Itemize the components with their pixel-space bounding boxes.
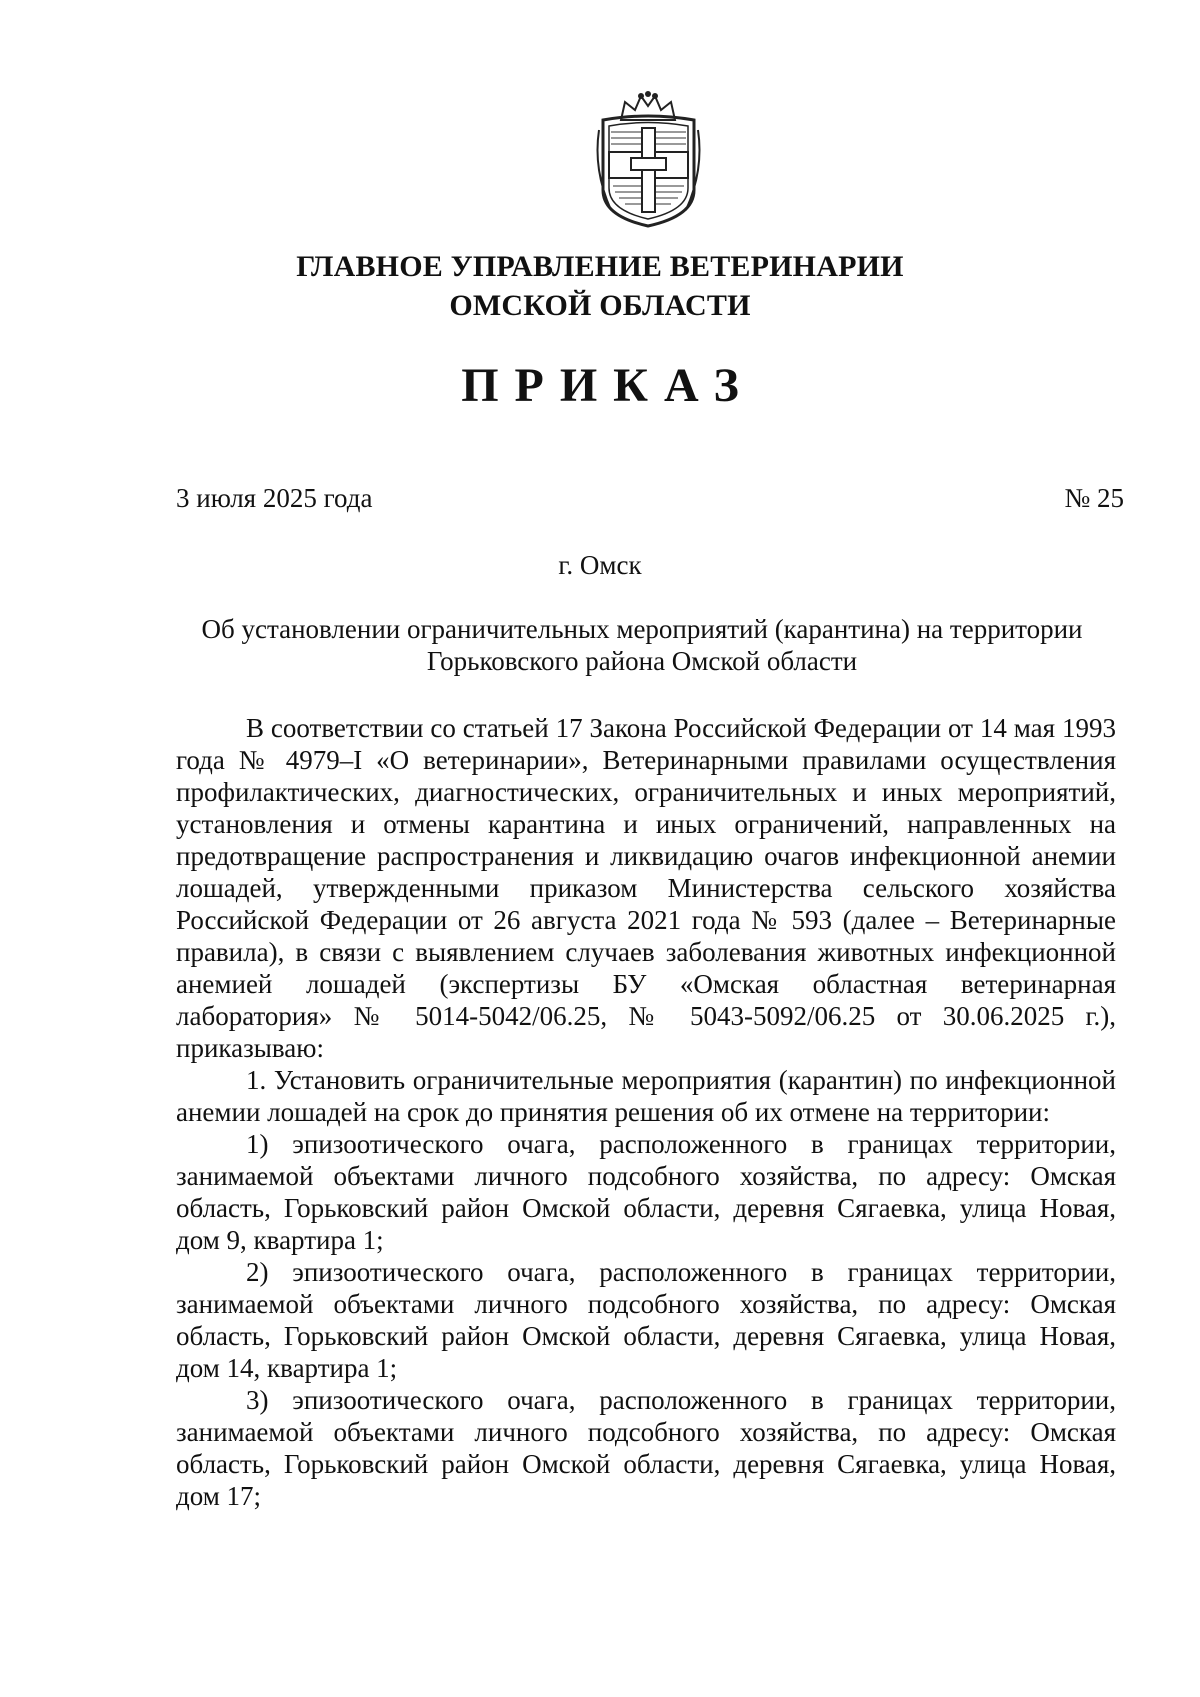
document-title-line-2: Горьковского района Омской области bbox=[426, 646, 858, 676]
preamble-paragraph: В соответствии со статьей 17 Закона Российской Федерации от 14 мая 1993 года № 4979–I «О ветеринарии», Ветеринарными правилами осуществления профилактических, диагностических, ограничительных и иных мероприятий, установления и отмены карантина и иных ограничений, направленных на предотвращение распространения и ликвидацию очагов инфекционной анемии лошадей, утвержденными приказом Министерства сельского хозяйства Российской Федерации от 26 августа 2021 года № 593 (далее – Ветеринарные правила), в связи с выявлением случаев заболевания животных инфекционной анемией лошадей (экспертизы БУ «Омская областная ветеринарная лаборатория» № 5014-5042/06.25, № 5043-5092/06.25 от 30.06.2025 г.), приказываю: bbox=[176, 713, 1116, 1063]
coat-of-arms-emblem bbox=[591, 90, 706, 230]
organization-name-line-1: ГЛАВНОЕ УПРАВЛЕНИЕ ВЕТЕРИНАРИИ bbox=[296, 250, 904, 283]
document-body bbox=[176, 712, 1116, 1512]
list-item: 1) эпизоотического очага, расположенного в границах территории, занимаемой объектами личного подсобного хозяйства, по адресу: Омская область, Горьковский район Омской области, деревня Сягаевка, улица Новая, дом 9, квартира 1; bbox=[176, 1129, 1116, 1255]
organization-name-line-2: ОМСКОЙ ОБЛАСТИ bbox=[449, 289, 751, 322]
document-number: № 25 bbox=[1064, 483, 1124, 513]
document-title-line-1: Об установлении ограничительных мероприятий (карантина) на территории bbox=[201, 614, 1083, 644]
document-date: 3 июля 2025 года bbox=[176, 483, 373, 513]
document-city: г. Омск bbox=[558, 550, 642, 580]
list-item: 2) эпизоотического очага, расположенного в границах территории, занимаемой объектами личного подсобного хозяйства, по адресу: Омская область, Горьковский район Омской области, деревня Сягаевка, улица Новая, дом 14, квартира 1; bbox=[176, 1257, 1116, 1383]
list-item: 3) эпизоотического очага, расположенного в границах территории, занимаемой объектами личного подсобного хозяйства, по адресу: Омская область, Горьковский район Омской области, деревня Сягаевка, улица Новая, дом 17; bbox=[176, 1385, 1116, 1511]
document-type-heading: ПРИКАЗ bbox=[461, 359, 755, 412]
point-1-paragraph: 1. Установить ограничительные мероприятия (карантин) по инфекционной анемии лошадей на срок до принятия решения об их отмене на территории: bbox=[176, 1065, 1116, 1127]
